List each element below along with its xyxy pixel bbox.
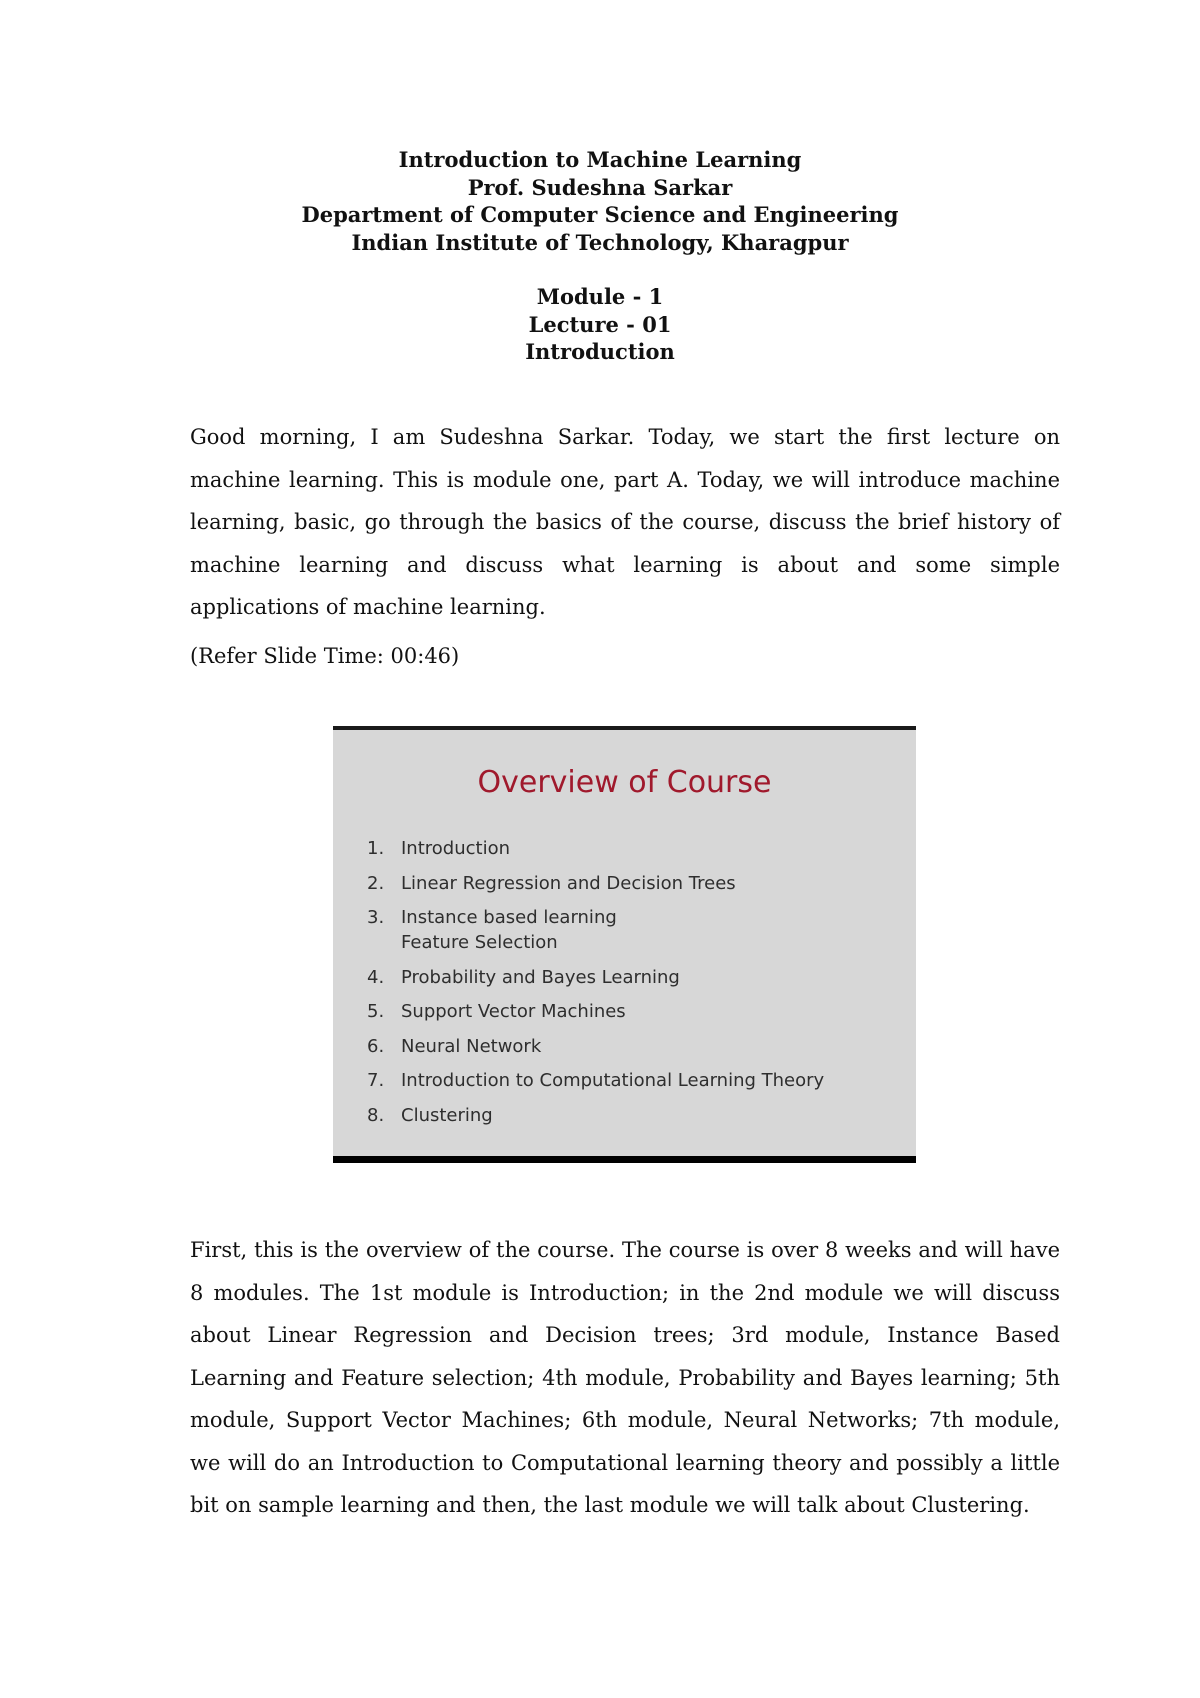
slide-title: Overview of Course [477,765,772,800]
item-text: Linear Regression and Decision Trees [401,872,736,894]
list-item [367,1034,824,1059]
overview-paragraph: First, this is the overview of the course. The course is over 8 weeks and will have 8 modules. The 1st module is Introduction; in the 2nd module we will discuss about Linear Regression and Decision trees; 3rd module, Instance Based Learning and Feature selection; 4th module, Probability and Bayes learning; 5th module, Support Vector Machines; 6th module, Neural Networks; 7th module, we will do an Introduction to Computational learning theory and possibly a little bit on sample learning and then, the last module we will talk about Clustering. [190,1238,1060,1517]
lecture-title: Introduction [525,339,675,364]
professor-name: Prof. Sudeshna Sarkar [467,174,733,200]
document-header [0,146,1200,366]
list-item [367,965,824,990]
item-text: Probability and Bayes Learning [401,966,680,988]
item-text: Introduction [401,838,511,859]
item-number: 3. [367,907,385,928]
item-text: Introduction to Computational Learning Theory [401,1070,825,1091]
list-item [367,1103,824,1128]
header-gap [0,256,1200,283]
list-item [367,836,824,861]
item-text: Clustering [401,1104,493,1126]
item-number: 7. [367,1070,385,1091]
list-item [367,999,824,1024]
department-name: Department of Computer Science and Engineering [301,202,899,227]
refer-slide-time: (Refer Slide Time: 00:46) [190,644,460,668]
list-item [367,905,824,955]
institute-name: Indian Institute of Technology, Kharagpur [351,229,849,255]
item-number: 2. [367,872,385,894]
item-text: Neural Network [401,1035,542,1057]
course-title: Introduction to Machine Learning [398,147,802,172]
item-subtext: Feature Selection [401,932,558,953]
list-item [367,1068,824,1093]
item-text: Support Vector Machines [401,1001,626,1022]
item-number: 4. [367,966,385,988]
item-text: Instance based learning [401,907,617,928]
slide-topic-list [367,836,824,1137]
item-number: 1. [367,838,385,859]
item-text-group [401,905,617,955]
intro-paragraph: Good morning, I am Sudeshna Sarkar. Today, we start the first lecture on machine learning. This is module one, part A. Today, we will introduce machine learning, basic, go through the basics of the course, discuss the brief history of machine learning and discuss what learning is about and some simple applications of machine learning. [190,425,1060,619]
list-item [367,871,824,896]
module-label: Module - 1 [536,284,664,309]
lecture-label: Lecture - 01 [528,311,672,337]
slide-image [333,726,916,1163]
item-number: 5. [367,1001,385,1022]
item-number: 8. [367,1104,385,1126]
item-number: 6. [367,1035,385,1057]
